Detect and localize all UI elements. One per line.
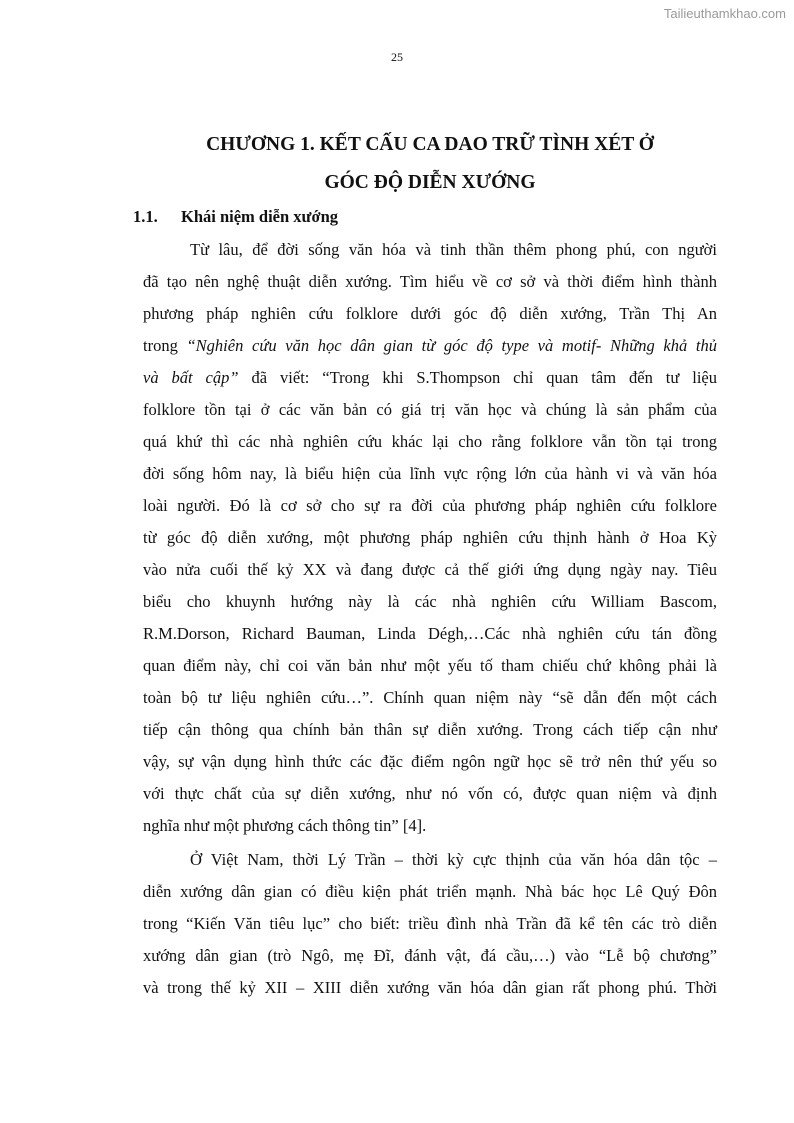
paragraph-2-line: trong “Kiến Văn tiêu lục” cho biết: triều đình nhà Trần đã kể tên các trò diễn xyxy=(143,914,717,933)
paragraph-1-line: R.M.Dorson, Richard Bauman, Linda Dégh,…Các nhà nghiên cứu tán đồng xyxy=(143,624,717,643)
chapter-title-line-2: GÓC ĐỘ DIỄN XƯỚNG xyxy=(324,172,536,193)
paragraph-1-line: Từ lâu, để đời sống văn hóa và tinh thần thêm phong phú, con người xyxy=(190,240,717,259)
paragraph-1-line: toàn bộ tư liệu nghiên cứu…”. Chính quan niệm này “sẽ dẫn đến một cách xyxy=(143,688,717,707)
paragraph-1-line: biểu cho khuynh hướng này là các nhà nghiên cứu William Bascom, xyxy=(143,592,717,611)
paragraph-1-line xyxy=(143,368,717,388)
paragraph-1-line: vào nửa cuối thế kỷ XX và đang được cả thế giới ứng dụng ngày nay. Tiêu xyxy=(143,560,717,579)
cited-work-title: “Nghiên cứu văn học dân gian từ góc độ type và motif- Những khả thủ xyxy=(186,336,717,355)
paragraph-1-line: quá khứ thì các nhà nghiên cứu khác lại cho rằng folklore vẫn tồn tại trong xyxy=(143,432,717,451)
watermark: Tailieuthamkhao.com xyxy=(663,6,786,21)
paragraph-2-line: và trong thế kỷ XII – XIII diễn xướng văn hóa dân gian rất phong phú. Thời xyxy=(143,978,717,997)
cited-work-title: và bất cập” xyxy=(143,368,239,387)
paragraph-1-line: nghĩa như một phương cách thông tin” [4]. xyxy=(143,816,427,835)
paragraph-2-line: Ở Việt Nam, thời Lý Trần – thời kỳ cực thịnh của văn hóa dân tộc – xyxy=(190,850,717,869)
paragraph-1-line xyxy=(143,336,717,356)
paragraph-1-line: phương pháp nghiên cứu folklore dưới góc độ diễn xướng, Trần Thị An xyxy=(143,304,717,323)
paragraph-1-line: với thực chất của sự diễn xướng, như nó vốn có, được quan niệm và định xyxy=(143,784,717,803)
paragraph-2-line: diễn xướng dân gian có điều kiện phát triển mạnh. Nhà bác học Lê Quý Đôn xyxy=(143,882,717,901)
section-heading xyxy=(133,207,338,227)
paragraph-1-line: từ góc độ diễn xướng, một phương pháp nghiên cứu thịnh hành ở Hoa Kỳ xyxy=(143,528,717,547)
paragraph-1-line: vậy, sự vận dụng hình thức các đặc điểm ngôn ngữ học sẽ trở nên thứ yếu so xyxy=(143,752,717,771)
paragraph-1-line: đã tạo nên nghệ thuật diễn xướng. Tìm hiểu về cơ sở và thời điểm hình thành xyxy=(143,272,717,291)
page-number: 25 xyxy=(391,50,403,64)
section-title: Khái niệm diễn xướng xyxy=(181,207,339,226)
line-text: đã viết: “Trong khi S.Thompson chỉ quan tâm đến tư liệu xyxy=(238,368,717,387)
paragraph-1-line: folklore tồn tại ở các văn bản có giá trị văn học và chúng là sản phẩm của xyxy=(143,400,717,419)
line-text: trong xyxy=(143,336,187,355)
section-number: 1.1. xyxy=(133,207,158,226)
paragraph-1-line: tiếp cận thông qua chính bản thân sự diễn xướng. Trong cách tiếp cận như xyxy=(143,720,717,739)
chapter-title-line-1: CHƯƠNG 1. KẾT CẤU CA DAO TRỮ TÌNH XÉT Ở xyxy=(206,134,654,155)
paragraph-2-line: xướng dân gian (trò Ngô, mẹ Đĩ, đánh vật, đá cầu,…) vào “Lễ bộ chương” xyxy=(143,946,717,965)
paragraph-1-line: đời sống hôm nay, là biểu hiện của lĩnh vực rộng lớn của hành vi và văn hóa xyxy=(143,464,717,483)
paragraph-1-line: quan điểm này, chỉ coi văn bản như một yếu tố tham chiếu chứ không phải là xyxy=(143,656,717,675)
paragraph-1-line: loài người. Đó là cơ sở cho sự ra đời của phương pháp nghiên cứu folklore xyxy=(143,496,717,515)
